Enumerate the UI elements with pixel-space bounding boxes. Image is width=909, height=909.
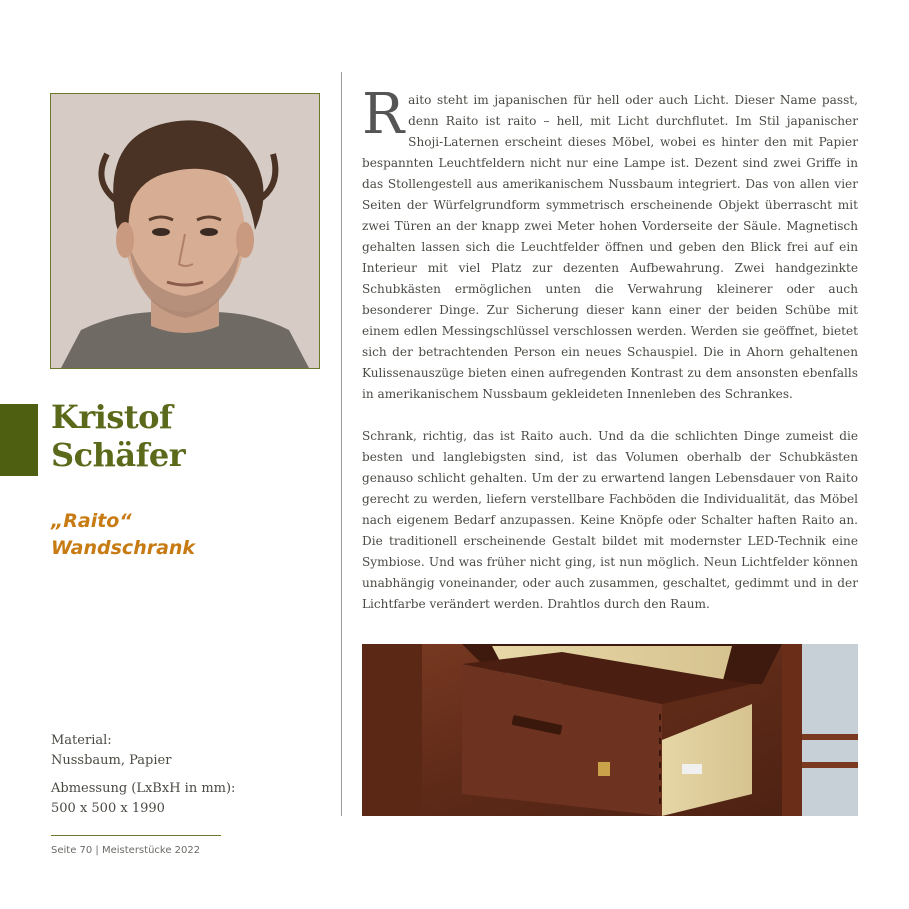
- page-footer: Seite 70 | Meisterstücke 2022: [51, 845, 201, 856]
- paragraph-1-text: aito steht im japanischen für hell oder auch Licht. Dieser Name passt, denn Raito ist raito – hell, mit Licht durchflutet. Im Stil japanischer Shoji-Laternen erscheint dieses Möbel, wobei es hinter den mit Papier bespannten Leuchtfeldern nicht nur eine Lampe ist. Dezent sind zwei Griffe in das Stollengestell aus amerikanischem Nussbaum integriert. Das von allen vier Seiten der Würfelgrundform symmetrisch erscheinende Objekt überrascht mit zwei Türen an der knapp zwei Meter hohen Vorderseite der Säule. Magnetisch gehalten lassen sich die Leuchtfelder öffnen und geben den Blick frei auf ein Interieur mit viel Platz zur dezenten Aufbewahrung. Zwei handgezinkte Schubkästen ermöglichen unten die Verwahrung kleinerer oder auch besonderer Dinge. Zur Sicherung dieser kann einer der beiden Schübe mit einem edlen Messingschlüssel verschlossen werden. Werden sie geöffnet, bietet sich der betrachtenden Person ein neues Schauspiel. Die in Ahorn gehaltenen Kulissenauszüge bieten einen aufregenden Kontrast zu dem ansonsten ebenfalls in amerikanischem Nussbaum gekleideten Innenleben des Schrankes.: [362, 93, 858, 401]
- specifications: [51, 731, 235, 827]
- dimensions-label: Abmessung (LxBxH in mm):: [51, 781, 236, 796]
- material-label: Material:: [51, 733, 112, 748]
- dimensions-value: 500 x 500 x 1990: [51, 801, 165, 816]
- footer-rule: [51, 835, 221, 836]
- dimensions-spec: [51, 779, 235, 819]
- piece-title: [51, 508, 195, 562]
- designer-last-name: Schäfer: [51, 436, 186, 474]
- column-divider: [341, 72, 342, 816]
- accent-bar: [0, 404, 38, 476]
- article-paragraph-1: [362, 82, 858, 405]
- drop-cap: R: [362, 82, 405, 147]
- article-body: [362, 82, 858, 615]
- designer-name: [51, 398, 185, 474]
- piece-title-line2: Wandschrank: [51, 537, 196, 559]
- article-paragraph-2: Schrank, richtig, das ist Raito auch. Und da die schlichten Dinge zumeist die besten und langlebigsten sind, ist das Volumen oberhalb der Schubkästen genauso schlicht gehalten. Um der zu erwartend langen Lebensdauer von Raito gerecht zu werden, liefern verstellbare Fachböden die Individualität, das Möbel nach eigenem Bedarf anzupassen. Keine Knöpfe oder Schalter haften Raito an. Die traditionell erscheinende Gestalt bildet mit modernster LED-Technik eine Symbiose. Und was früher nicht ging, ist nun möglich. Neun Lichtfelder können unabhängig voneinander, oder auch zusammen, geschaltet, gedimmt und in der Lichtfarbe verändert werden. Drahtlos durch den Raum.: [362, 429, 858, 611]
- designer-first-name: Kristof: [51, 398, 173, 436]
- designer-portrait-photo: [50, 93, 320, 369]
- material-spec: [51, 731, 235, 771]
- cabinet-drawer-photo: [362, 644, 858, 816]
- material-value: Nussbaum, Papier: [51, 753, 172, 768]
- piece-title-line1: „Raito“: [51, 510, 132, 532]
